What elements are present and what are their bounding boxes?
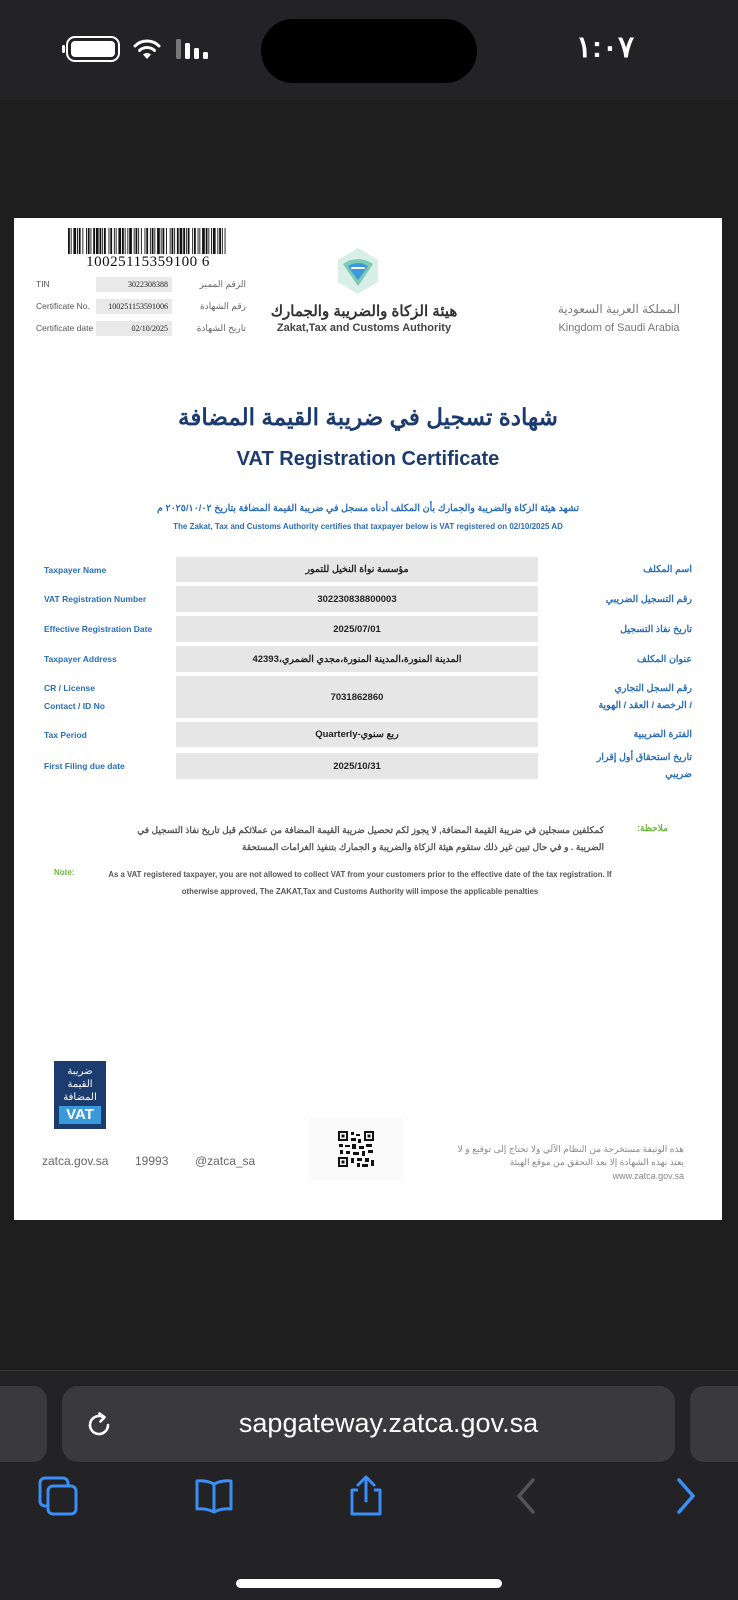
zatca-logo-icon [335,246,381,296]
field-taxpayer-address: Taxpayer Address المدينة المنورة،المدينة المنورة،مجدي الضمري،42393 عنوان المكلف [44,646,692,672]
meta-certificate-no-value: 100251153591006 [96,299,172,314]
note-label-en: Note: [54,868,75,877]
field-first-filing-due-date: First Filing due date 2025/10/31 تاريخ استحقاق أول إقرار ضريبي [44,752,692,780]
status-time: ١:٠٧ [575,31,635,64]
share-icon[interactable] [345,1475,387,1517]
barcode-number: 10025115359100 6 [68,254,228,272]
previous-tab-peek[interactable] [0,1386,47,1462]
footer-social-handle: @zatca_sa [195,1154,256,1168]
field-taxpayer-name: Taxpayer Name مؤسسة نواة النخيل للتمور اسم المكلف [44,557,692,582]
field-value: 7031862860 [176,676,538,718]
url-text[interactable]: sapgateway.zatca.gov.sa [238,1408,539,1438]
field-tax-period: Tax Period Quarterly-ربع سنوي الفترة الضريبية [44,722,692,747]
meta-tin: TIN 3022308388 الرقم المميز [36,275,246,293]
certifies-statement-en: The Zakat, Tax and Customs Authority certifies that taxpayer below is VAT registered on 02/10/2025 AD [173,522,563,531]
home-indicator[interactable] [236,1579,502,1588]
meta-certificate-no: Certificate No. 100251153591006 رقم الشهادة [36,297,246,315]
meta-certificate-date-value: 02/10/2025 [96,321,172,336]
footer-website: zatca.gov.sa [42,1154,109,1168]
field-value: 2025/10/31 [176,753,538,779]
field-value: مؤسسة نواة النخيل للتمور [176,557,538,582]
reload-icon[interactable] [84,1410,114,1440]
dynamic-island [261,19,477,83]
field-value: 302230838800003 [176,586,538,612]
certificate-title-en: VAT Registration Certificate [236,448,500,470]
back-icon[interactable] [506,1475,548,1517]
field-value: Quarterly-ربع سنوي [176,722,538,747]
address-bar[interactable] [62,1386,675,1462]
qr-code-box [309,1118,403,1180]
disclaimer-url: www.zatca.gov.sa [612,1171,684,1181]
kingdom-name-ar: المملكة العربية السعودية [557,302,681,316]
wifi-icon [132,37,162,61]
note-text-en: As a VAT registered taxpayer, you are not allowed to collect VAT from your customers prior to the effective date of the tax registration. If otherwise approved, The ZAKAT,Tax and Customs Authority will impose the applicable penalties [108,870,612,896]
cellular-signal-icon [174,37,214,61]
status-bar [0,0,738,100]
status-icons [66,36,214,62]
next-tab-peek[interactable] [690,1386,738,1462]
vat-certificate-document [14,218,722,1220]
battery-icon [66,36,120,62]
bookmarks-icon[interactable] [193,1475,235,1517]
field-value: 2025/07/01 [176,616,538,642]
authority-name-ar: هيئة الزكاة والضريبة والجمارك [270,303,458,320]
certifies-statement-ar: تشهد هيئة الزكاة والضريبة والجمارك بأن المكلف أدناه مسجل في ضريبة القيمة المضافة بتاريخ ٢٠٢٥/١٠/٠٢ م [156,503,580,514]
note-text-ar: كمكلفين مسجلين في ضريبة القيمة المضافة, لا يجوز لكم تحصيل ضريبة القيمة المضافة من عملائكم قبل تاريخ نفاذ التسجيل في الضريبة . و في حال تبين غير ذلك ستقوم هيئة الزكاة والضريبة و الجمارك بتنفيذ الغرامات المستحقة [137,825,604,852]
authority-name-en: Zakat,Tax and Customs Authority [276,322,452,334]
field-vat-registration-number: VAT Registration Number 302230838800003 رقم التسجيل الضريبي [44,586,692,612]
field-value: المدينة المنورة،المدينة المنورة،مجدي الضمري،42393 [176,646,538,672]
field-effective-registration-date: Effective Registration Date 2025/07/01 تاريخ نفاذ التسجيل [44,616,692,642]
note-label-ar: ملاحظة: [637,823,668,833]
meta-tin-value: 3022308388 [96,277,172,292]
qr-code-icon [338,1131,374,1167]
footer-phone-number: 19993 [135,1154,169,1168]
vat-logo: ضريبة القيمة المضافة VAT [54,1061,106,1129]
disclaimer-text: هذه الوثيقة مستخرجة من النظام الآلي ولا تحتاج إلى توقيع و لا يعتد بهذه الشهادة إلا بعد التحقق من موقع الهيئة [457,1144,684,1167]
forward-icon[interactable] [664,1475,706,1517]
kingdom-name-en: Kingdom of Saudi Arabia [558,322,680,334]
tabs-icon[interactable] [37,1475,79,1517]
browser-toolbar [0,1370,738,1600]
field-cr-license: CR / License Contact / ID No 7031862860 رقم السجل التجاري / الرخصة / العقد / الهوية [44,676,692,718]
certificate-title-ar: شهادة تسجيل في ضريبة القيمة المضافة [178,404,558,430]
meta-certificate-date: Certificate date 02/10/2025 تاريخ الشهادة [36,319,246,337]
